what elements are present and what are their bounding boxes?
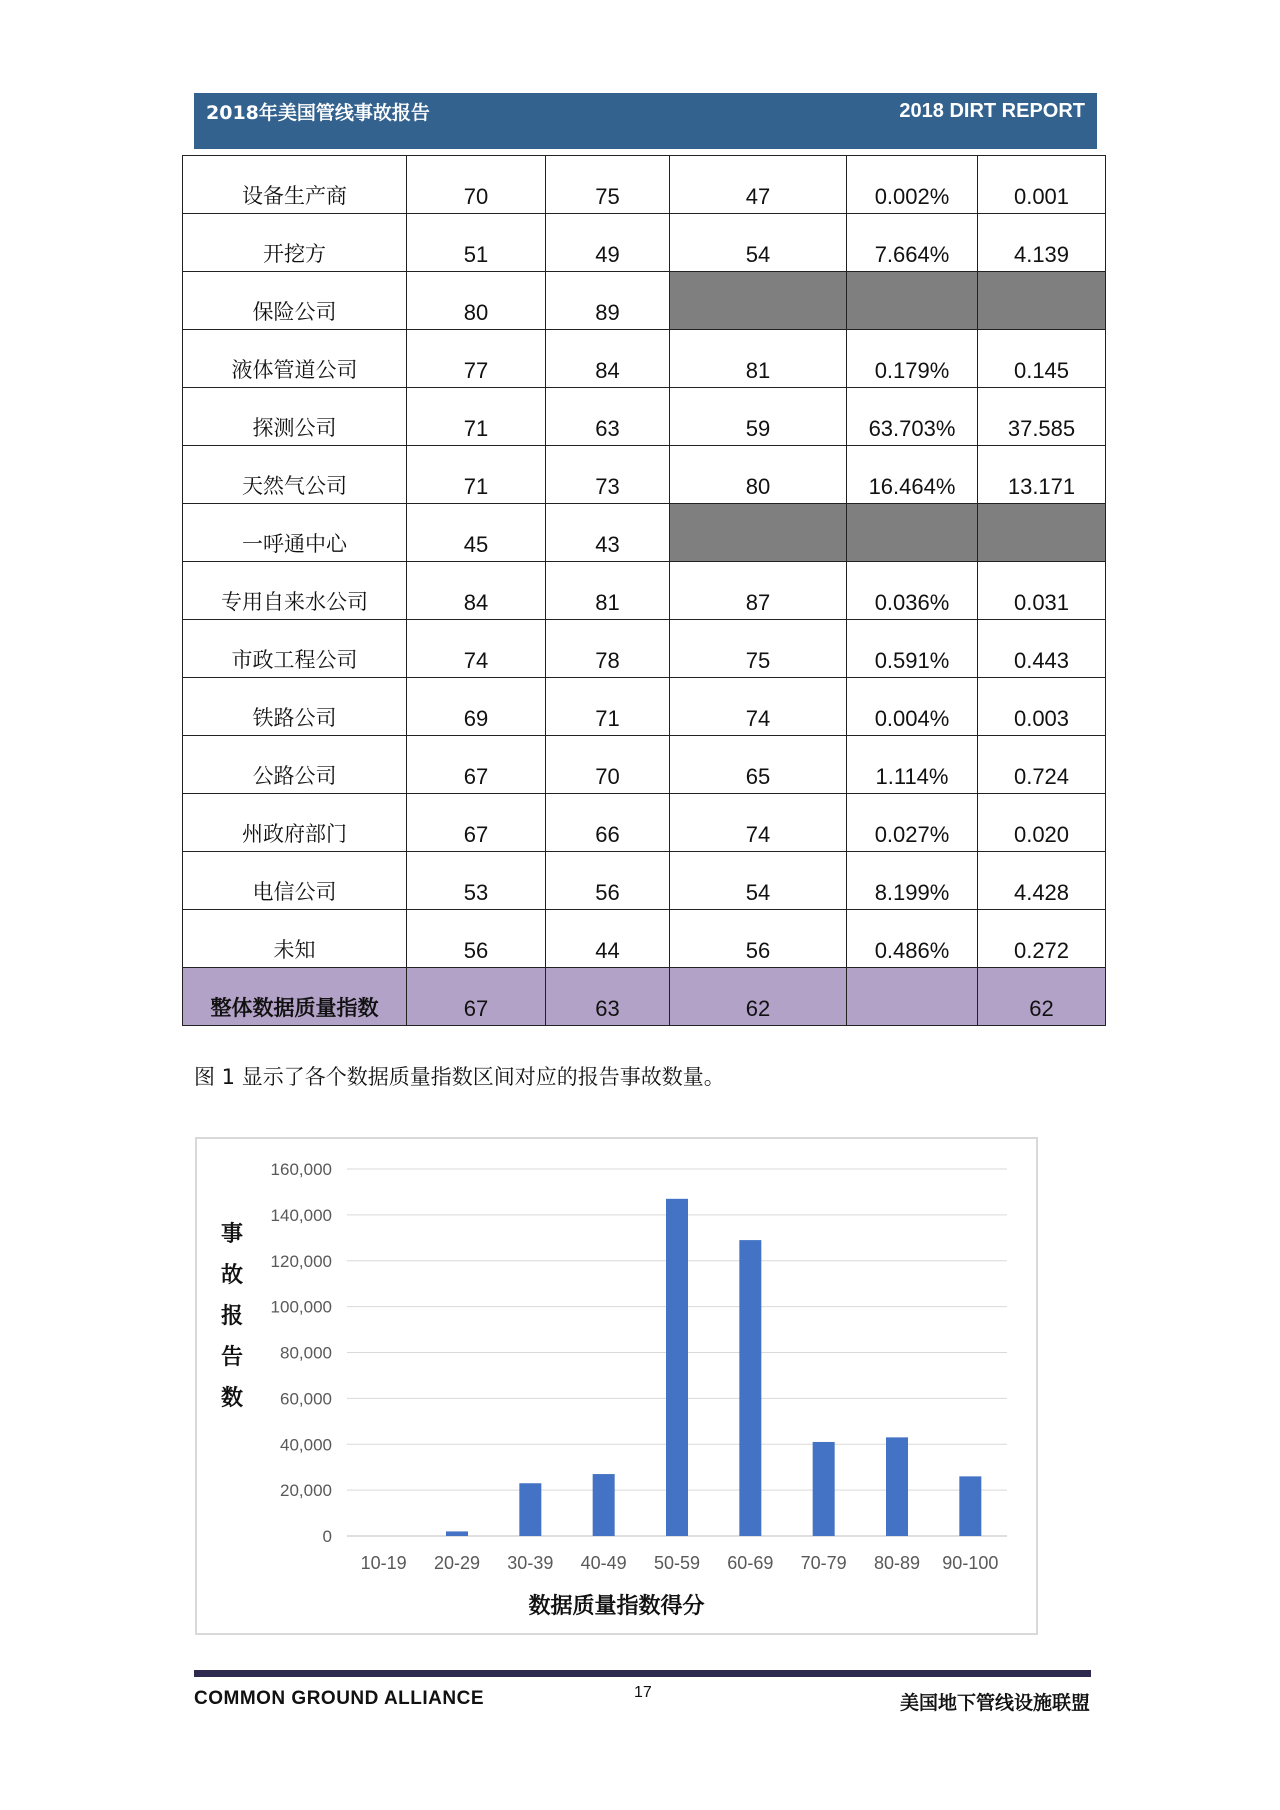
y-axis-title-char: 数 [220, 1386, 243, 1411]
row-name-cell: 州政府部门 [183, 794, 407, 852]
value-cell [670, 504, 847, 562]
value-cell: 70 [407, 156, 546, 214]
y-axis-title-char: 报 [220, 1304, 243, 1329]
bar-90-100 [959, 1476, 981, 1536]
value-cell: 74 [670, 678, 847, 736]
value-cell: 67 [407, 736, 546, 794]
bar-40-49 [593, 1474, 615, 1536]
value-cell: 80 [670, 446, 847, 504]
y-tick-label: 100,000 [270, 1297, 332, 1317]
row-name-cell: 专用自来水公司 [183, 562, 407, 620]
x-axis-title: 数据质量指数得分 [528, 1594, 705, 1619]
value-cell: 59 [670, 388, 847, 446]
total-name-cell: 整体数据质量指数 [183, 968, 407, 1026]
table-row [183, 446, 1106, 504]
value-cell: 45 [407, 504, 546, 562]
x-tick-label: 60-69 [727, 1553, 774, 1573]
chart-canvas [197, 1139, 1036, 1633]
value-cell: 80 [407, 272, 546, 330]
value-cell: 71 [407, 446, 546, 504]
value-cell: 87 [670, 562, 847, 620]
value-cell: 0.591% [847, 620, 978, 678]
value-cell: 65 [670, 736, 847, 794]
value-cell: 0.272 [978, 910, 1106, 968]
report-title-en: 2018 DIRT REPORT [899, 99, 1085, 122]
value-cell: 43 [546, 504, 670, 562]
value-cell: 84 [546, 330, 670, 388]
y-tick-label: 0 [322, 1527, 332, 1546]
row-name-cell: 设备生产商 [183, 156, 407, 214]
value-cell: 0.179% [847, 330, 978, 388]
data-quality-table [182, 155, 1106, 1026]
value-cell: 56 [546, 852, 670, 910]
y-tick-label: 80,000 [280, 1343, 332, 1363]
value-cell: 78 [546, 620, 670, 678]
value-cell: 0.020 [978, 794, 1106, 852]
table-row [183, 272, 1106, 330]
report-header-bar [194, 93, 1097, 149]
value-cell: 75 [670, 620, 847, 678]
table-row [183, 388, 1106, 446]
y-tick-label: 120,000 [270, 1251, 332, 1271]
y-tick-label: 60,000 [280, 1389, 332, 1409]
value-cell: 66 [546, 794, 670, 852]
table-row [183, 852, 1106, 910]
row-name-cell: 探测公司 [183, 388, 407, 446]
x-tick-label: 10-19 [360, 1553, 407, 1573]
value-cell: 49 [546, 214, 670, 272]
table-row [183, 736, 1106, 794]
table-row [183, 156, 1106, 214]
footer-org-cn: 美国地下管线设施联盟 [899, 1692, 1090, 1714]
value-cell: 71 [407, 388, 546, 446]
report-title-cn: 2018年美国管线事故报告 [206, 101, 430, 124]
value-cell [978, 504, 1106, 562]
value-cell: 70 [546, 736, 670, 794]
row-name-cell: 开挖方 [183, 214, 407, 272]
figure-caption: 图 1 显示了各个数据质量指数区间对应的报告事故数量。 [194, 1065, 725, 1089]
value-cell: 84 [407, 562, 546, 620]
value-cell: 4.139 [978, 214, 1106, 272]
total-value-cell: 63 [546, 968, 670, 1026]
row-name-cell: 铁路公司 [183, 678, 407, 736]
bar-80-89 [886, 1437, 908, 1536]
value-cell: 0.036% [847, 562, 978, 620]
value-cell: 0.001 [978, 156, 1106, 214]
value-cell: 54 [670, 214, 847, 272]
x-tick-label: 50-59 [653, 1553, 701, 1573]
value-cell: 0.145 [978, 330, 1106, 388]
footer-divider [194, 1670, 1091, 1677]
value-cell: 7.664% [847, 214, 978, 272]
value-cell: 0.002% [847, 156, 978, 214]
value-cell: 63.703% [847, 388, 978, 446]
y-tick-label: 140,000 [270, 1205, 332, 1225]
value-cell: 0.003 [978, 678, 1106, 736]
total-row [183, 968, 1106, 1026]
value-cell: 89 [546, 272, 670, 330]
value-cell: 54 [670, 852, 847, 910]
value-cell: 67 [407, 794, 546, 852]
value-cell: 13.171 [978, 446, 1106, 504]
table-row [183, 504, 1106, 562]
total-value-cell [847, 968, 978, 1026]
value-cell [978, 272, 1106, 330]
bar-70-79 [813, 1442, 835, 1536]
value-cell: 71 [546, 678, 670, 736]
x-tick-label: 20-29 [433, 1553, 481, 1573]
y-axis-title [217, 1214, 247, 1419]
value-cell: 0.724 [978, 736, 1106, 794]
value-cell: 73 [546, 446, 670, 504]
row-name-cell: 一呼通中心 [183, 504, 407, 562]
table-row [183, 678, 1106, 736]
value-cell: 56 [407, 910, 546, 968]
value-cell: 0.443 [978, 620, 1106, 678]
y-tick-label: 20,000 [280, 1481, 332, 1501]
y-tick-label: 160,000 [270, 1160, 332, 1179]
y-tick-label: 40,000 [280, 1435, 332, 1455]
value-cell: 53 [407, 852, 546, 910]
row-name-cell: 公路公司 [183, 736, 407, 794]
bar-20-29 [446, 1531, 468, 1536]
table-row [183, 214, 1106, 272]
value-cell: 81 [670, 330, 847, 388]
x-tick-label: 30-39 [507, 1553, 554, 1573]
value-cell: 77 [407, 330, 546, 388]
total-value-cell: 62 [978, 968, 1106, 1026]
x-tick-label: 90-100 [942, 1553, 999, 1573]
table-row [183, 794, 1106, 852]
value-cell: 75 [546, 156, 670, 214]
row-name-cell: 市政工程公司 [183, 620, 407, 678]
table-row [183, 620, 1106, 678]
value-cell: 47 [670, 156, 847, 214]
value-cell [847, 504, 978, 562]
value-cell: 1.114% [847, 736, 978, 794]
value-cell: 56 [670, 910, 847, 968]
y-axis-title-char: 事 [220, 1222, 243, 1247]
total-value-cell: 67 [407, 968, 546, 1026]
value-cell: 4.428 [978, 852, 1106, 910]
value-cell: 37.585 [978, 388, 1106, 446]
y-axis-title-char: 告 [220, 1345, 243, 1370]
value-cell: 8.199% [847, 852, 978, 910]
value-cell: 0.027% [847, 794, 978, 852]
value-cell: 74 [670, 794, 847, 852]
page-number: 17 [634, 1684, 652, 1701]
x-tick-label: 80-89 [873, 1553, 921, 1573]
row-name-cell: 天然气公司 [183, 446, 407, 504]
value-cell: 81 [546, 562, 670, 620]
table-row [183, 910, 1106, 968]
row-name-cell: 保险公司 [183, 272, 407, 330]
footer-org-en: COMMON GROUND ALLIANCE [194, 1688, 484, 1709]
value-cell: 0.004% [847, 678, 978, 736]
value-cell [670, 272, 847, 330]
bar-chart [195, 1137, 1038, 1635]
row-name-cell: 未知 [183, 910, 407, 968]
value-cell [847, 272, 978, 330]
table-row [183, 330, 1106, 388]
x-tick-label: 70-79 [800, 1553, 847, 1573]
bar-30-39 [519, 1483, 541, 1536]
bar-60-69 [739, 1240, 761, 1536]
value-cell: 16.464% [847, 446, 978, 504]
value-cell: 69 [407, 678, 546, 736]
bar-50-59 [666, 1199, 688, 1536]
x-tick-label: 40-49 [580, 1553, 627, 1573]
value-cell: 0.486% [847, 910, 978, 968]
row-name-cell: 电信公司 [183, 852, 407, 910]
value-cell: 0.031 [978, 562, 1106, 620]
value-cell: 74 [407, 620, 546, 678]
value-cell: 63 [546, 388, 670, 446]
value-cell: 44 [546, 910, 670, 968]
value-cell: 51 [407, 214, 546, 272]
table-row [183, 562, 1106, 620]
y-axis-title-char: 故 [220, 1263, 243, 1288]
total-value-cell: 62 [670, 968, 847, 1026]
row-name-cell: 液体管道公司 [183, 330, 407, 388]
